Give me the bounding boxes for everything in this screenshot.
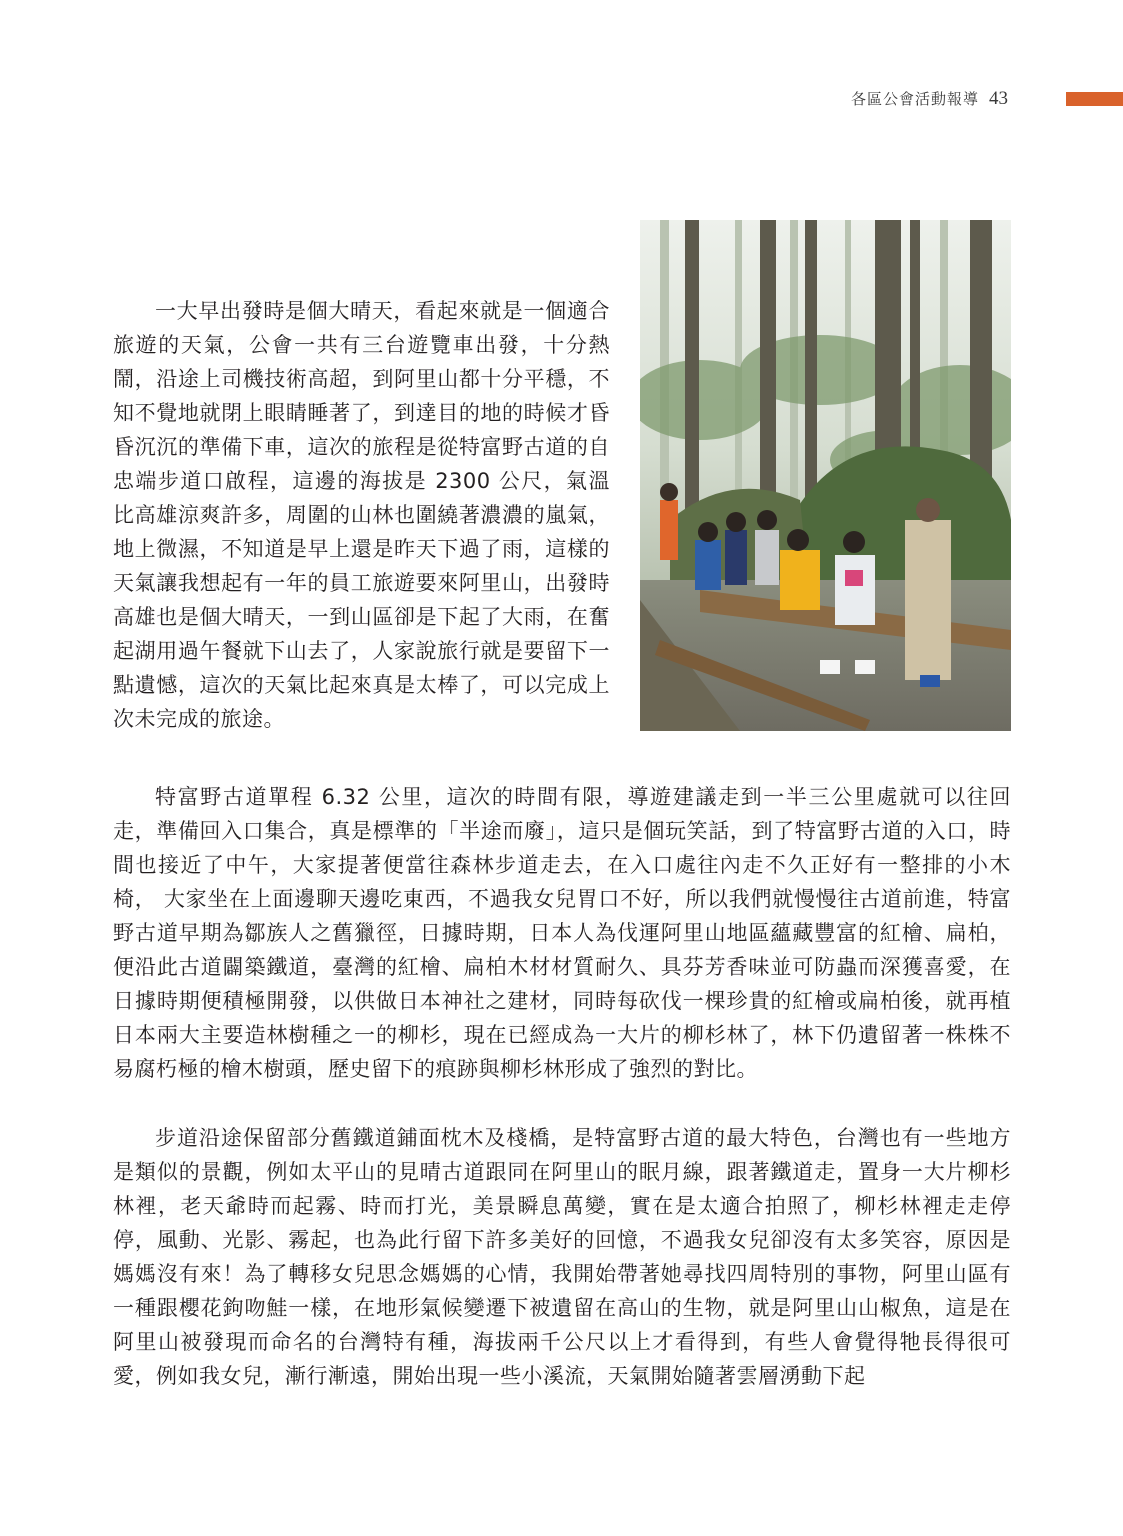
paragraph-2: 特富野古道單程 6.32 公里，這次的時間有限，導遊建議走到一半三公里處就可以往回走，準備回入口集合，真是標準的「半途而廢」，這只是個玩笑話，到了特富野古道的入口，時間也接近了中午，大家提著便當往森林步道走去，在入口處往內走不久正好有一整排的小木椅， 大家坐在上面邊聊天邊吃東西，不過我女兒胃口不好，所以我們就慢慢往古道前進，特富野古道早期為鄒族人之舊獵徑，日據時期，日本人為伐運阿里山地區蘊藏豐富的紅檜、扁柏，便沿此古道闢築鐵道，臺灣的紅檜、扁柏木材材質耐久、具芬芳香味並可防蟲而深獲喜愛，在日據時期便積極開發，以供做日本神社之建材，同時每砍伐一棵珍貴的紅檜或扁柏後，就再植日本兩大主要造林樹種之一的柳杉，現在已經成為一大片的柳杉林了，林下仍遺留著一株株不易腐朽極的檜木樹頭，歷史留下的痕跡與柳杉林形成了強烈的對比。	[113, 785, 1011, 1081]
page-number: 43	[989, 88, 1008, 109]
running-header	[851, 88, 1008, 110]
forest-group-photo	[640, 220, 1011, 731]
paragraph-3: 步道沿途保留部分舊鐵道鋪面枕木及棧橋，是特富野古道的最大特色，台灣也有一些地方是類似的景觀，例如太平山的見晴古道跟同在阿里山的眠月線，跟著鐵道走，置身一大片柳杉林裡，老天爺時而起霧、時而打光，美景瞬息萬變，實在是太適合拍照了，柳杉林裡走走停停，風動、光影、霧起，也為此行留下許多美好的回憶，不過我女兒卻沒有太多笑容，原因是媽媽沒有來！為了轉移女兒思念媽媽的心情，我開始帶著她尋找四周特別的事物，阿里山區有一種跟櫻花鉤吻鮭一樣，在地形氣候變遷下被遺留在高山的生物，就是阿里山山椒魚，這是在阿里山被發現而命名的台灣特有種，海拔兩千公尺以上才看得到，有些人會覺得牠長得很可愛，例如我女兒，漸行漸遠，開始出現一些小溪流，天氣開始隨著雲層湧動下起	[113, 1126, 1011, 1388]
header-accent-bar	[1066, 92, 1123, 106]
paragraph-1: 一大早出發時是個大晴天，看起來就是一個適合旅遊的天氣，公會一共有三台遊覽車出發，十分熱鬧，沿途上司機技術高超，到阿里山都十分平穩，不知不覺地就閉上眼睛睡著了，到達目的地的時候才昏昏沉沉的準備下車，這次的旅程是從特富野古道的自忠端步道口啟程，這邊的海拔是 2300 公尺，氣溫比高雄涼爽許多，周圍的山林也圍繞著濃濃的嵐氣，地上微濕，不知道是早上還是昨天下過了雨，這樣的天氣讓我想起有一年的員工旅遊要來阿里山，出發時高雄也是個大晴天，一到山區卻是下起了大雨，在奮起湖用過午餐就下山去了，人家說旅行就是要留下一點遺憾，這次的天氣比起來真是太棒了，可以完成上次未完成的旅途。	[113, 299, 610, 731]
section-title: 各區公會活動報導	[850, 90, 979, 108]
